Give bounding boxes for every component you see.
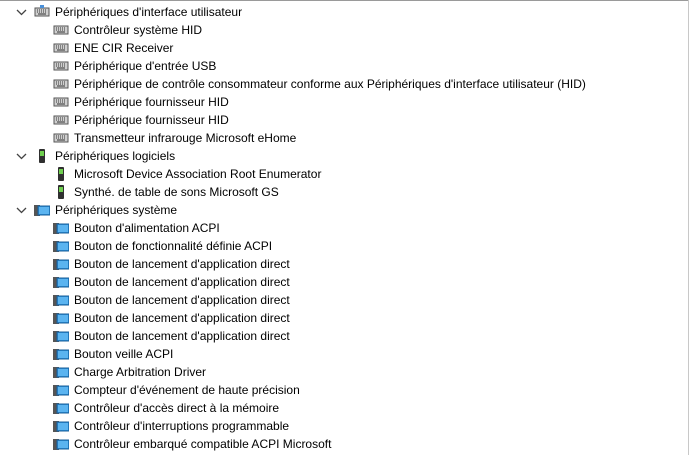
device-row[interactable] bbox=[0, 93, 688, 111]
hid-device-icon bbox=[53, 95, 69, 109]
system-device-icon bbox=[34, 203, 50, 217]
device-label: Synthé. de table de sons Microsoft GS bbox=[74, 185, 279, 199]
device-row[interactable] bbox=[0, 345, 688, 363]
chevron-down-icon[interactable] bbox=[16, 9, 27, 16]
device-label: Périphérique d'entrée USB bbox=[74, 59, 217, 73]
device-row[interactable] bbox=[0, 255, 688, 273]
system-device-icon bbox=[53, 329, 69, 343]
device-label: Compteur d'événement de haute précision bbox=[74, 383, 300, 397]
device-row[interactable] bbox=[0, 219, 688, 237]
category-label: Périphériques d'interface utilisateur bbox=[55, 5, 243, 19]
hid-device-icon bbox=[53, 131, 69, 145]
device-label: Microsoft Device Association Root Enumerator bbox=[74, 167, 322, 181]
device-row[interactable] bbox=[0, 381, 688, 399]
category-row-hid[interactable] bbox=[0, 3, 688, 21]
hid-device-icon bbox=[53, 59, 69, 73]
device-row[interactable] bbox=[0, 291, 688, 309]
system-device-icon bbox=[53, 311, 69, 325]
device-row[interactable] bbox=[0, 39, 688, 57]
device-label: Contrôleur système HID bbox=[74, 23, 203, 37]
device-row[interactable] bbox=[0, 21, 688, 39]
device-label: Bouton de lancement d'application direct bbox=[74, 329, 290, 343]
chevron-down-icon[interactable] bbox=[16, 153, 27, 160]
window-top-border bbox=[0, 0, 689, 1]
device-row[interactable] bbox=[0, 165, 688, 183]
device-row[interactable] bbox=[0, 111, 688, 129]
system-device-icon bbox=[53, 365, 69, 379]
hid-device-icon bbox=[53, 113, 69, 127]
system-device-icon bbox=[53, 239, 69, 253]
system-device-icon bbox=[53, 257, 69, 271]
system-device-icon bbox=[53, 401, 69, 415]
device-tree bbox=[0, 3, 688, 453]
system-device-icon bbox=[53, 347, 69, 361]
device-row[interactable] bbox=[0, 57, 688, 75]
device-row[interactable] bbox=[0, 183, 688, 201]
device-label: Bouton de lancement d'application direct bbox=[74, 293, 290, 307]
category-label: Périphériques système bbox=[55, 203, 178, 217]
device-row[interactable] bbox=[0, 129, 688, 147]
device-label: Périphérique de contrôle consommateur conforme aux Périphériques d'interface utilisateur (HID) bbox=[74, 77, 586, 91]
system-device-icon bbox=[53, 275, 69, 289]
device-label: Transmetteur infrarouge Microsoft eHome bbox=[74, 131, 297, 145]
system-device-icon bbox=[53, 221, 69, 235]
device-row[interactable] bbox=[0, 309, 688, 327]
device-label: Bouton de fonctionnalité définie ACPI bbox=[74, 239, 273, 253]
device-label: Contrôleur d'interruptions programmable bbox=[74, 419, 290, 433]
software-device-icon bbox=[34, 149, 50, 163]
system-device-icon bbox=[53, 437, 69, 451]
device-label: Charge Arbitration Driver bbox=[74, 365, 207, 379]
device-row[interactable] bbox=[0, 417, 688, 435]
device-label: Contrôleur embarqué compatible ACPI Microsoft bbox=[74, 437, 332, 451]
device-row[interactable] bbox=[0, 363, 688, 381]
device-row[interactable] bbox=[0, 273, 688, 291]
category-row-software[interactable] bbox=[0, 147, 688, 165]
device-label: Bouton de lancement d'application direct bbox=[74, 257, 290, 271]
device-label: Périphérique fournisseur HID bbox=[74, 95, 229, 109]
device-label: Bouton de lancement d'application direct bbox=[74, 275, 290, 289]
hid-device-icon bbox=[53, 41, 69, 55]
software-device-icon bbox=[53, 185, 69, 199]
hid-device-icon bbox=[53, 77, 69, 91]
device-label: Bouton d'alimentation ACPI bbox=[74, 221, 220, 235]
device-label: Contrôleur d'accès direct à la mémoire bbox=[74, 401, 280, 415]
category-row-system[interactable] bbox=[0, 201, 688, 219]
device-row[interactable] bbox=[0, 75, 688, 93]
chevron-down-icon[interactable] bbox=[16, 207, 27, 214]
category-label: Périphériques logiciels bbox=[55, 149, 176, 163]
device-label: Bouton de lancement d'application direct bbox=[74, 311, 290, 325]
system-device-icon bbox=[53, 293, 69, 307]
device-row[interactable] bbox=[0, 435, 688, 453]
hid-device-icon bbox=[53, 23, 69, 37]
software-device-icon bbox=[53, 167, 69, 181]
device-label: Périphérique fournisseur HID bbox=[74, 113, 229, 127]
hid-keyboard-icon bbox=[34, 5, 50, 19]
device-label: Bouton veille ACPI bbox=[74, 347, 174, 361]
device-row[interactable] bbox=[0, 237, 688, 255]
device-row[interactable] bbox=[0, 399, 688, 417]
system-device-icon bbox=[53, 419, 69, 433]
device-label: ENE CIR Receiver bbox=[74, 41, 174, 55]
device-row[interactable] bbox=[0, 327, 688, 345]
system-device-icon bbox=[53, 383, 69, 397]
